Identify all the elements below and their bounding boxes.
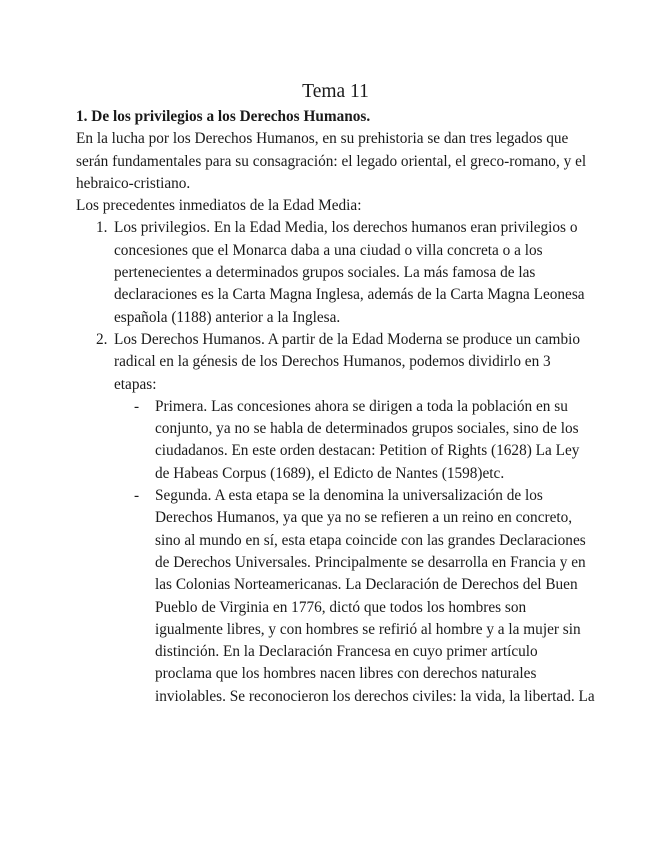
list-number: 2. [96, 330, 108, 348]
stages-list [114, 396, 595, 708]
list-number: 1. [96, 219, 108, 237]
list-item-text: Los privilegios. En la Edad Media, los derechos humanos eran privilegios o concesiones que el Monarca daba a una ciudad o villa concreta o a los pertenecientes a determinados grupos sociales. La más famosa de las declaraciones es la Carta Magna Inglesa, además de la Carta Magna Leonesa española (1188) anterior a la Inglesa. [114, 219, 585, 326]
stage-item-second [114, 485, 595, 708]
list-item-privileges [76, 217, 595, 328]
list-item-text: Los Derechos Humanos. A partir de la Edad Moderna se produce un cambio radical en la génesis de los Derechos Humanos, podemos dividirlo en 3 etapas: [114, 330, 580, 393]
dash-marker: - [134, 397, 140, 415]
stage-text: Segunda. A esta etapa se la denomina la universalización de los Derechos Humanos, ya que ya no se refieren a un reino en concreto, sino al mundo en sí, esta etapa coincide con las grandes Declaraciones de Derechos Universales. Principalmente se desarrolla en Francia y en las Colonias Norteamericanas. La Declaración de Derechos del Buen Pueblo de Virginia en 1776, dictó que todos los hombres son igualmente libres, y con hombres se refirió al hombre y a la mujer sin distinción. En la Declaración Francesa en cuyo primer artículo proclama que los hombres nacen libres con derechos naturales inviolables. Se reconocieron los derechos civiles: la vida, la libertad. La [155, 487, 595, 705]
list-item-human-rights [76, 329, 595, 708]
stage-text: Primera. Las concesiones ahora se dirigen a toda la población en su conjunto, ya no se habla de determinados grupos sociales, sino de los ciudadanos. En este orden destacan: Petition of Rights (1628) La Ley de Habeas Corpus (1689), el Edicto de Nantes (1598)etc. [155, 397, 580, 482]
intro-paragraph: En la lucha por los Derechos Humanos, en su prehistoria se dan tres legados que serán fundamentales para su consagración: el legado oriental, el greco-romano, y el hebraico-cristiano. [76, 130, 587, 192]
section-heading: 1. De los privilegios a los Derechos Humanos. [76, 108, 371, 125]
dash-marker: - [134, 487, 140, 505]
page-title: Tema 11 [302, 81, 369, 102]
stage-item-first [114, 396, 595, 485]
precedents-line: Los precedentes inmediatos de la Edad Media: [76, 197, 362, 215]
precedents-list [76, 217, 595, 708]
